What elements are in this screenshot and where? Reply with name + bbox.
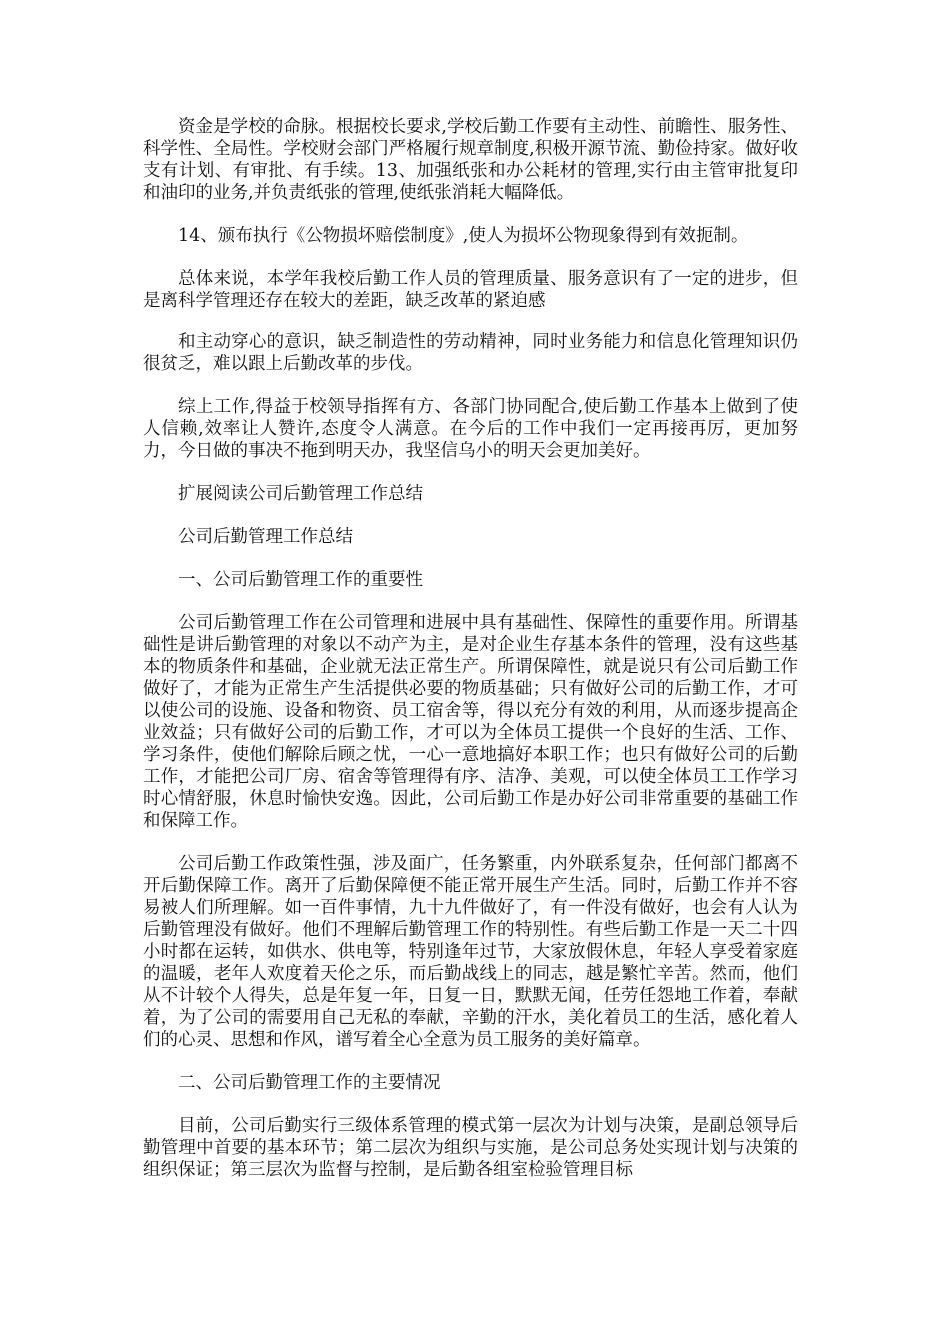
section-title: 公司后勤管理工作总结: [178, 527, 353, 547]
paragraph-summary: 总体来说，本学年我校后勤工作人员的管理质量、服务意识有了一定的进步，但是离科学管理还存在较大的差距，缺乏改革的紧迫感: [143, 269, 798, 311]
paragraph-finance: 资金是学校的命脉。根据校长要求,学校后勤工作要有主动性、前瞻性、服务性、科学性、全局性。学校财会部门严格履行规章制度,积极开源节流、勤俭持家。做好收支有计划、有审批、有手续。13、加强纸张和办公耗材的管理,实行由主管审批复印和油印的业务,并负责纸张的管理,使纸张消耗大幅降低。: [143, 117, 798, 203]
document-page: [143, 116, 798, 1202]
paragraph-summary-continued: 和主动穿心的意识，缺乏制造性的劳动精神，同时业务能力和信息化管理知识仍很贫乏，难以跟上后勤改革的步伐。: [143, 332, 798, 374]
section-heading-situation: 二、公司后勤管理工作的主要情况: [178, 1073, 441, 1093]
paragraph-importance: 公司后勤管理工作在公司管理和进展中具有基础性、保障性的重要作用。所谓基础性是讲后勤管理的对象以不动产为主，是对企业生存基本条件的管理，没有这些基本的物质条件和基础，企业就无法正常生产。所谓保障性，就是说只有公司后勤工作做好了，才能为正常生产生活提供必要的物质基础；只有做好公司的后勤工作，才可以使公司的设施、设备和物资、员工宿舍等，得以充分有效的利用，从而逐步提高企业效益；只有做好公司的后勤工作，才可以为全体员工提供一个良好的生活、工作、学习条件，使他们解除后顾之忧，一心一意地搞好本职工作；也只有做好公司的后勤工作，才能把公司厂房、宿舍等管理得有序、洁净、美观，可以使全体员工工作学习时心情舒服，休息时愉快安逸。因此，公司后勤工作是办好公司非常重要的基础工作和保障工作。: [143, 613, 798, 831]
paragraph-policy: 公司后勤工作政策性强，涉及面广，任务繁重，内外联系复杂，任何部门都离不开后勤保障工作。离开了后勤保障便不能正常开展生产生活。同时，后勤工作并不容易被人们所理解。如一百件事情，九十九件做好了，有一件没有做好，也会有人认为后勤管理没有做好。他们不理解后勤管理工作的特别性。有些后勤工作是一天二十四小时都在运转，如供水、供电等，特别逢年过节，大家放假休息，年轻人享受着家庭的温暖，老年人欢度着天伦之乐，而后勤战线上的同志，越是繁忙辛苦。然而，他们从不计较个人得失，总是年复一年，日复一日，默默无闻，任劳任怨地工作着，奉献着，为了公司的需要用自己无私的奉献，辛勤的汗水，美化着员工的生活，感化着人们的心灵、思想和作风，谱写着全心全意为员工服务的美好篇章。: [143, 854, 798, 1050]
paragraph-item-14: 14、颁布执行《公物损坏赔偿制度》,使人为损坏公物现象得到有效扼制。: [178, 226, 749, 246]
section-heading-importance: 一、公司后勤管理工作的重要性: [178, 570, 423, 590]
paragraph-situation: 目前，公司后勤实行三级体系管理的模式第一层次为计划与决策，是副总领导后勤管理中首要的基本环节；第二层次为组织与实施，是公司总务处实现计划与决策的组织保证；第三层次为监督与控制，是后勤各组室检验管理目标: [143, 1116, 798, 1180]
extended-reading-heading: 扩展阅读公司后勤管理工作总结: [178, 484, 423, 504]
paragraph-conclusion: 综上工作,得益于校领导指挥有方、各部门协同配合,使后勤工作基本上做到了使人信赖,效率让人赞许,态度令人满意。在今后的工作中我们一定再接再厉，更加努力，今日做的事决不拖到明天办，我坚信乌小的明天会更加美好。: [143, 397, 798, 461]
